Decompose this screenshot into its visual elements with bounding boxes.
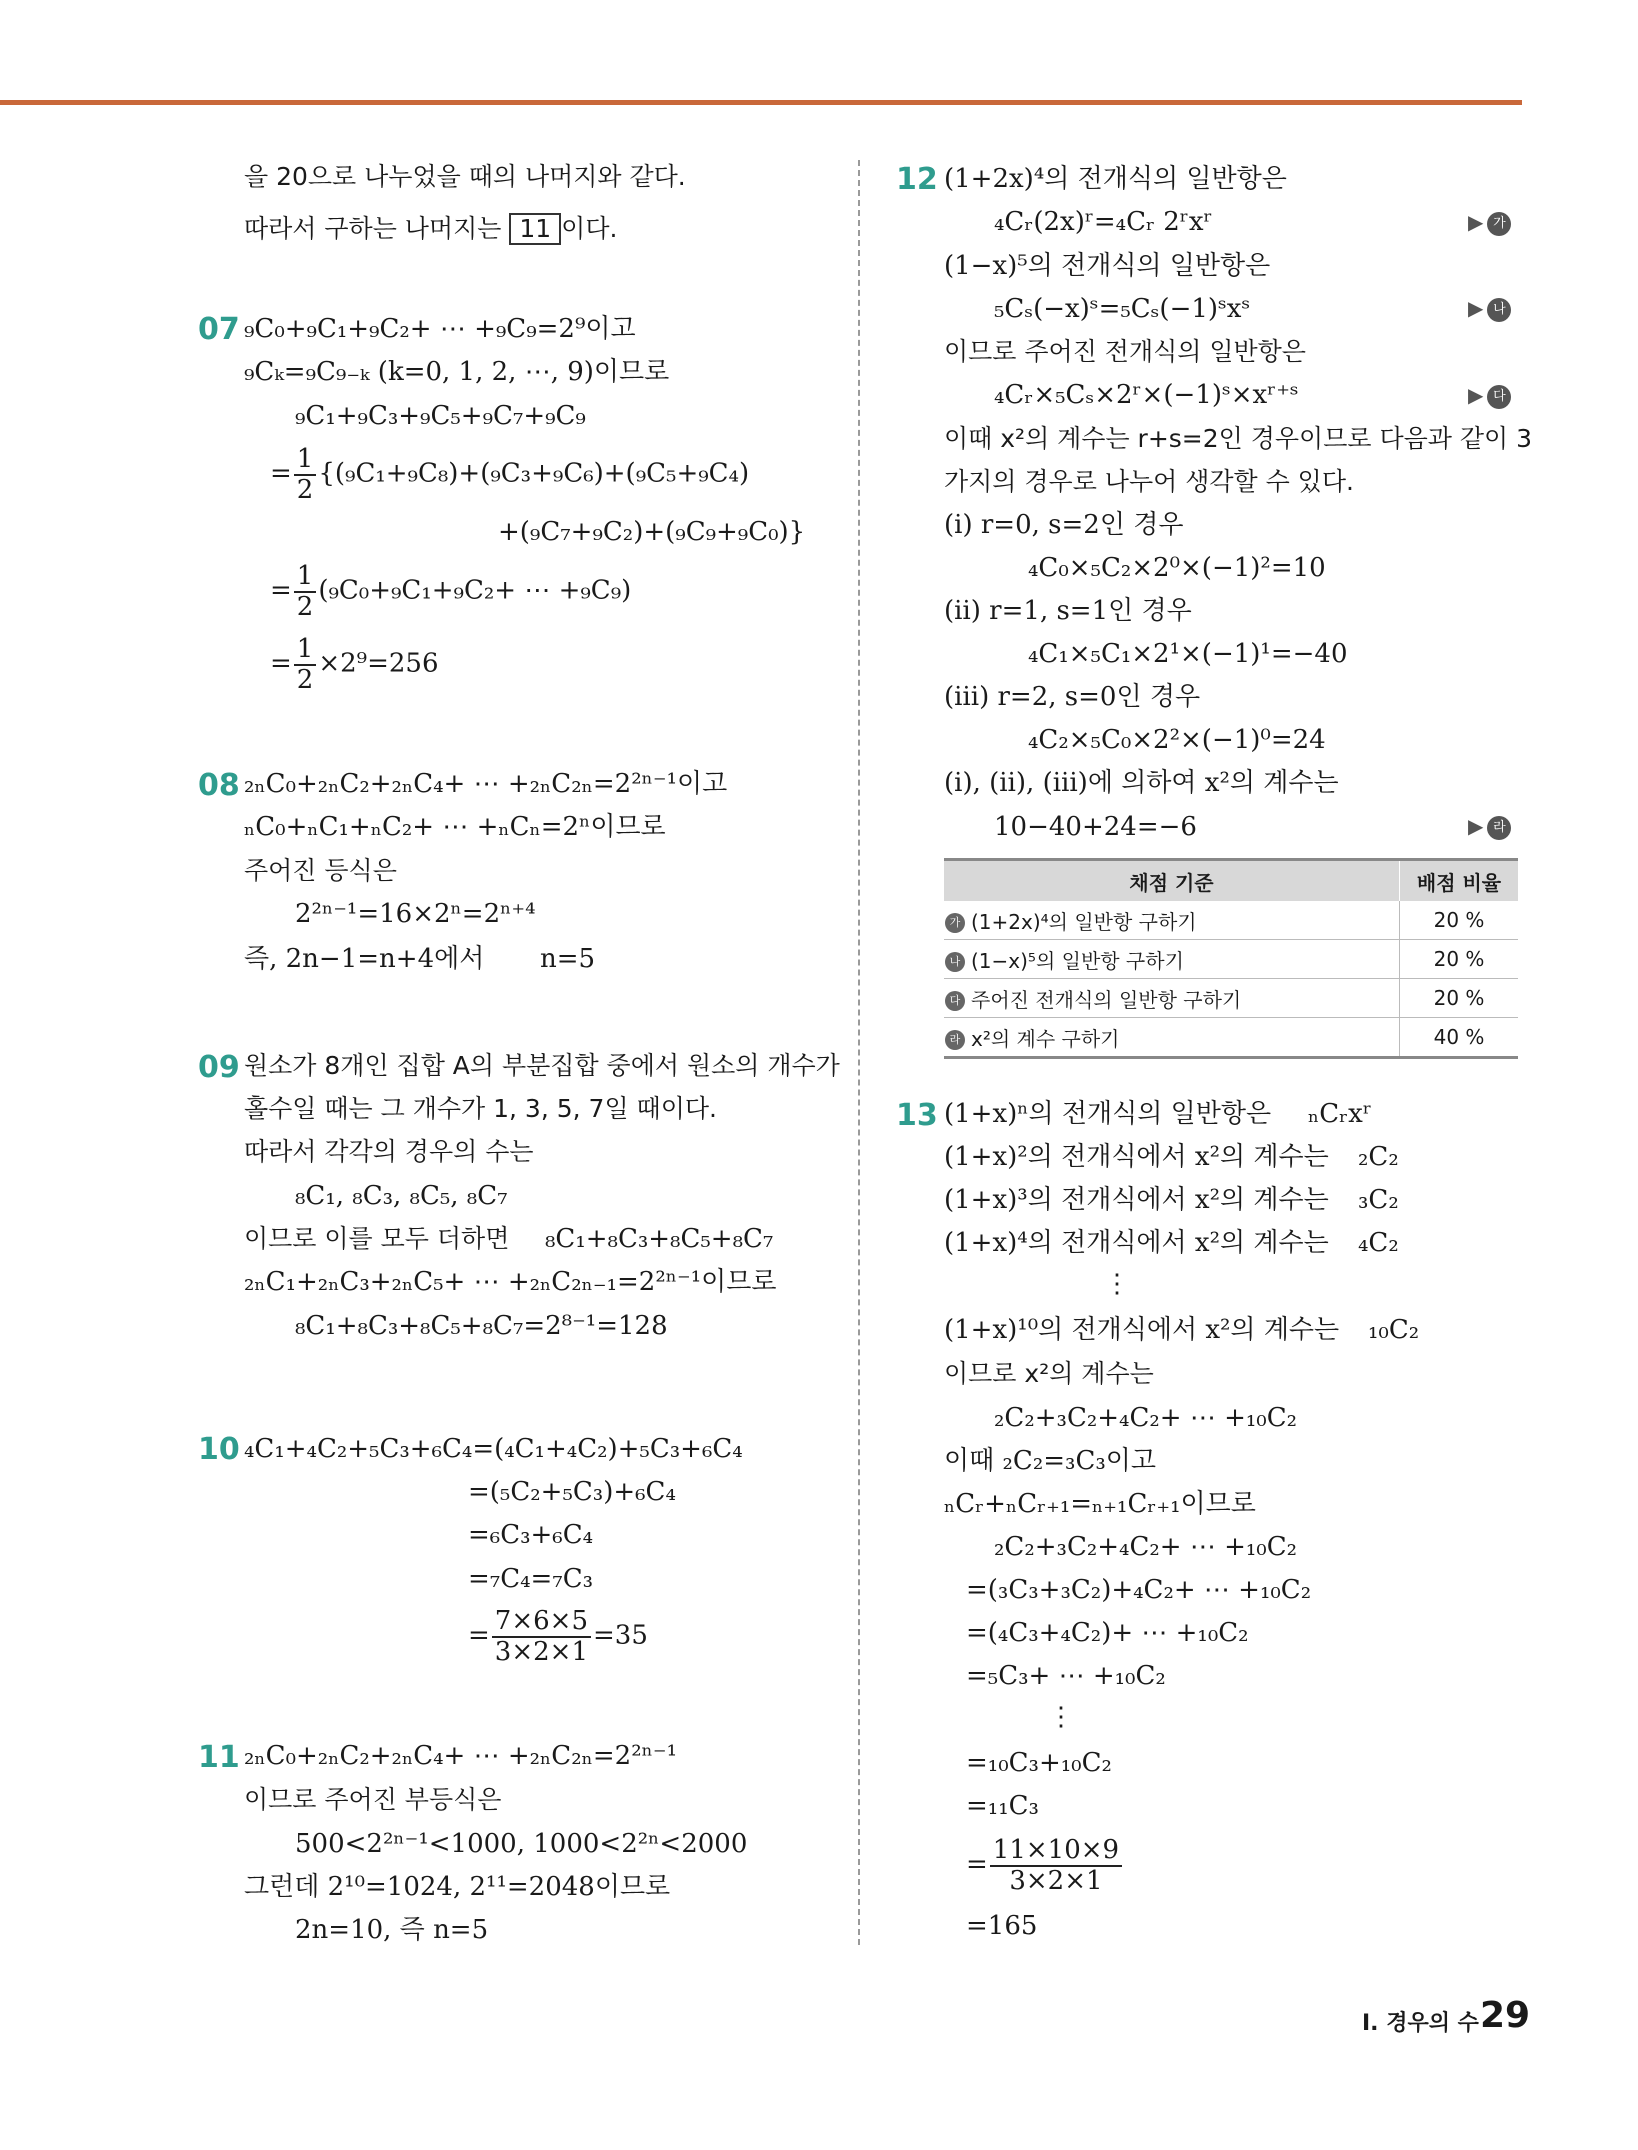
section-label: Ⅰ. 경우의 수	[1362, 2011, 1479, 2036]
p13-vdots-1: ⋮	[1104, 1269, 1130, 1299]
fraction-half: $\frac{1}{2}$	[294, 635, 317, 694]
p13-line-3b: ₃C₂	[1358, 1185, 1399, 1215]
grading-criterion: 다 주어진 전개식의 일반항 구하기	[944, 979, 1400, 1018]
p09-line-8: ₈C₁+₈C₃+₈C₅+₈C₇=2⁸⁻¹=128	[295, 1311, 668, 1341]
p12-line-4: ₅Cₛ(−x)ˢ=₅Cₛ(−1)ˢxˢ	[994, 294, 1251, 324]
problem-number-10: 10	[198, 1432, 240, 1467]
marker-ga-icon: 가	[1487, 212, 1511, 236]
p09-line-6: ₈C₁+₈C₃+₈C₅+₈C₇	[545, 1224, 774, 1254]
p13-line-11: =(₃C₃+₃C₂)+₄C₂+ ⋯ +₁₀C₂	[966, 1575, 1312, 1605]
p12-line-2: ₄Cᵣ(2x)ʳ=₄Cᵣ 2ʳxʳ	[994, 207, 1213, 237]
p12-line-13: (ⅲ) r=2, s=0인 경우	[944, 682, 1201, 712]
p10-line-2: =(₅C₂+₅C₃)+₆C₄	[468, 1477, 676, 1507]
p12-line-12: ₄C₁×₅C₁×2¹×(−1)¹=−40	[1028, 639, 1348, 669]
p13-line-15: =₁₁C₃	[966, 1791, 1039, 1821]
p07-line-1: ₉C₀+₉C₁+₉C₂+ ⋯ +₉C₉=2⁹이고	[244, 314, 636, 344]
p07-line-3: ₉C₁+₉C₃+₉C₅+₉C₇+₉C₉	[295, 401, 586, 431]
grading-ratio: 20 %	[1400, 979, 1519, 1018]
problem-number-12: 12	[896, 162, 938, 197]
p10-line-4: =₇C₄=₇C₃	[468, 1564, 594, 1594]
fraction-half: $\frac{1}{2}$	[294, 562, 317, 621]
p13-line-2b: ₂C₂	[1358, 1142, 1399, 1172]
p13-line-2: (1+x)²의 전개식에서 x²의 계수는	[944, 1142, 1329, 1172]
p13-vdots-2: ⋮	[1048, 1702, 1074, 1732]
marker-da: ▶ 다	[1468, 383, 1511, 409]
p11-line-4: 그런데 2¹⁰=1024, 2¹¹=2048이므로	[244, 1872, 671, 1902]
p13-line-6: 이므로 x²의 계수는	[944, 1359, 1154, 1388]
table-row	[944, 979, 1518, 1018]
table-row	[944, 1018, 1518, 1058]
p12-line-10: ₄C₀×₅C₂×2⁰×(−1)²=10	[1028, 553, 1326, 583]
p12-line-1: (1+2x)⁴의 전개식의 일반항은	[944, 164, 1287, 194]
p12-line-11: (ⅱ) r=1, s=1인 경우	[944, 596, 1192, 626]
problem-number-13: 13	[896, 1098, 938, 1133]
grading-criterion: 라 x²의 계수 구하기	[944, 1018, 1400, 1058]
p13-line-14: =₁₀C₃+₁₀C₂	[966, 1748, 1112, 1778]
grading-ratio: 20 %	[1400, 901, 1519, 940]
answer-box: 11	[509, 213, 561, 245]
marker-ga-icon: 가	[945, 913, 965, 933]
intro-line-1: 을 20으로 나누었을 때의 나머지와 같다.	[244, 162, 686, 191]
grading-table	[944, 858, 1518, 1059]
column-divider	[858, 160, 860, 1945]
p07-line-2: ₉Cₖ=₉C₉₋ₖ (k=0, 1, 2, ⋯, 9)이므로	[244, 357, 670, 387]
p08-line-2: ₙC₀+ₙC₁+ₙC₂+ ⋯ +ₙCₙ=2ⁿ이므로	[244, 812, 666, 842]
grading-header-row	[944, 860, 1518, 902]
p09-line-1: 원소가 8개인 집합 A의 부분집합 중에서 원소의 개수가	[244, 1051, 840, 1080]
fraction-7x6x5: $\frac{7\times 6\times 5}{3\times 2\times 1}$	[492, 1607, 591, 1666]
p13-line-10: ₂C₂+₃C₂+₄C₂+ ⋯ +₁₀C₂	[994, 1532, 1298, 1562]
problem-number-11: 11	[198, 1740, 240, 1775]
p12-line-16: 10−40+24=−6	[994, 812, 1197, 842]
p12-line-5: 이므로 주어진 전개식의 일반항은	[944, 337, 1306, 366]
p11-line-5: 2n=10, 즉 n=5	[295, 1915, 489, 1945]
p09-line-3: 따라서 각각의 경우의 수는	[244, 1137, 534, 1166]
marker-na-icon: 나	[1487, 298, 1511, 322]
p08-line-5: 즉, 2n−1=n+4에서	[244, 944, 485, 974]
marker-na-icon: 나	[945, 952, 965, 972]
p12-line-7: 이때 x²의 계수는 r+s=2인 경우이므로 다음과 같이 3	[944, 424, 1533, 453]
p11-line-1: ₂ₙC₀+₂ₙC₂+₂ₙC₄+ ⋯ +₂ₙC₂ₙ=2²ⁿ⁻¹	[244, 1741, 678, 1771]
p11-line-3: 500<2²ⁿ⁻¹<1000, 1000<2²ⁿ<2000	[295, 1829, 748, 1859]
table-row	[944, 901, 1518, 940]
marker-na: ▶ 나	[1468, 296, 1511, 322]
p08-line-1: ₂ₙC₀+₂ₙC₂+₂ₙC₄+ ⋯ +₂ₙC₂ₙ=2²ⁿ⁻¹이고	[244, 769, 728, 799]
grading-criterion: 나 (1−x)⁵의 일반항 구하기	[944, 940, 1400, 979]
marker-ra: ▶ 라	[1468, 814, 1511, 840]
p10-line-3: =₆C₃+₆C₄	[468, 1520, 594, 1550]
p12-line-8: 가지의 경우로 나누어 생각할 수 있다.	[944, 467, 1354, 496]
p08-line-3: 주어진 등식은	[244, 856, 397, 885]
p07-line-4: = $\frac{1}{2}$ {(₉C₁+₉C₈)+(₉C₃+₉C₆)+(₉C₅+₉C₄)	[270, 444, 750, 505]
page-number: 29	[1480, 1995, 1531, 2036]
p09-line-4: ₈C₁, ₈C₃, ₈C₅, ₈C₇	[295, 1181, 508, 1211]
marker-ra-icon: 라	[1487, 816, 1511, 840]
p12-line-9: (ⅰ) r=0, s=2인 경우	[944, 510, 1184, 540]
p12-line-3: (1−x)⁵의 전개식의 일반항은	[944, 251, 1271, 281]
p13-line-17: =165	[966, 1911, 1038, 1941]
p12-line-6: ₄Cᵣ×₅Cₛ×2ʳ×(−1)ˢ×xʳ⁺ˢ	[994, 380, 1299, 410]
grading-header-criterion: 채점 기준	[944, 860, 1400, 902]
p13-line-7: ₂C₂+₃C₂+₄C₂+ ⋯ +₁₀C₂	[994, 1403, 1298, 1433]
p13-line-1: (1+x)ⁿ의 전개식의 일반항은	[944, 1099, 1272, 1129]
p12-line-14: ₄C₂×₅C₀×2²×(−1)⁰=24	[1028, 725, 1326, 755]
p07-line-7: = $\frac{1}{2}$ ×2⁹=256	[270, 634, 439, 695]
p13-line-4: (1+x)⁴의 전개식에서 x²의 계수는	[944, 1228, 1329, 1258]
p07-line-5: +(₉C₇+₉C₂)+(₉C₉+₉C₀)}	[498, 517, 806, 547]
top-rule	[0, 100, 1522, 105]
problem-number-07: 07	[198, 312, 240, 347]
p13-line-1b: ₙCᵣxʳ	[1308, 1099, 1372, 1129]
p10-line-5: = $\frac{7\times 6\times 5}{3\times 2\times 1}$ =35	[468, 1606, 648, 1667]
p08-line-4: 2²ⁿ⁻¹=16×2ⁿ=2ⁿ⁺⁴	[295, 899, 536, 929]
p09-line-5: 이므로 이를 모두 더하면	[244, 1224, 510, 1253]
grading-ratio: 20 %	[1400, 940, 1519, 979]
p11-line-2: 이므로 주어진 부등식은	[244, 1785, 502, 1814]
problem-number-09: 09	[198, 1050, 240, 1085]
p13-line-9: ₙCᵣ+ₙCᵣ₊₁=ₙ₊₁Cᵣ₊₁이므로	[944, 1489, 1256, 1519]
grading-header-ratio: 배점 비율	[1400, 860, 1519, 902]
p10-line-1: ₄C₁+₄C₂+₅C₃+₆C₄=(₄C₁+₄C₂)+₅C₃+₆C₄	[244, 1434, 743, 1464]
fraction-11x10x9: $\frac{11\times 10\times 9}{3\times 2\times 1}$	[990, 1836, 1122, 1895]
fraction-half: $\frac{1}{2}$	[294, 445, 317, 504]
p12-line-15: (ⅰ), (ⅱ), (ⅲ)에 의하여 x²의 계수는	[944, 768, 1339, 798]
p13-line-8: 이때 ₂C₂=₃C₃이고	[944, 1446, 1156, 1476]
marker-da-icon: 다	[945, 991, 965, 1011]
marker-ga: ▶ 가	[1468, 210, 1511, 236]
table-row	[944, 940, 1518, 979]
p08-line-6: n=5	[540, 944, 596, 974]
p09-line-7: ₂ₙC₁+₂ₙC₃+₂ₙC₅+ ⋯ +₂ₙC₂ₙ₋₁=2²ⁿ⁻¹이므로	[244, 1267, 777, 1297]
p13-line-5: (1+x)¹⁰의 전개식에서 x²의 계수는	[944, 1315, 1340, 1345]
intro-line-2: 따라서 구하는 나머지는 11 이다.	[244, 214, 618, 243]
p07-line-6: = $\frac{1}{2}$ (₉C₀+₉C₁+₉C₂+ ⋯ +₉C₉)	[270, 561, 632, 622]
p13-line-4b: ₄C₂	[1358, 1228, 1399, 1258]
p13-line-13: =₅C₃+ ⋯ +₁₀C₂	[966, 1661, 1166, 1691]
grading-criterion: 가 (1+2x)⁴의 일반항 구하기	[944, 901, 1400, 940]
problem-number-08: 08	[198, 768, 240, 803]
p13-line-5b: ₁₀C₂	[1368, 1315, 1420, 1345]
marker-da-icon: 다	[1487, 385, 1511, 409]
grading-ratio: 40 %	[1400, 1018, 1519, 1058]
p09-line-2: 홀수일 때는 그 개수가 1, 3, 5, 7일 때이다.	[244, 1094, 717, 1123]
marker-ra-icon: 라	[945, 1030, 965, 1050]
p13-line-16: = $\frac{11\times 10\times 9}{3\times 2\times 1}$	[966, 1836, 1124, 1895]
p13-line-3: (1+x)³의 전개식에서 x²의 계수는	[944, 1185, 1329, 1215]
p13-line-12: =(₄C₃+₄C₂)+ ⋯ +₁₀C₂	[966, 1618, 1249, 1648]
